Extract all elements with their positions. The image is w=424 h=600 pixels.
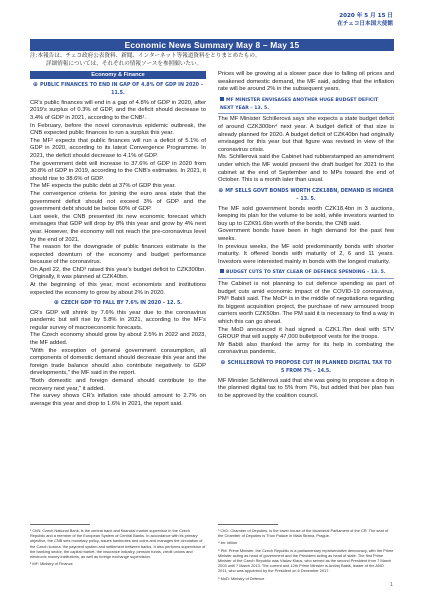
- paragraph: The MF expects the public debt at 37% of GDP this year.: [30, 183, 176, 190]
- right-column: [218, 71, 394, 511]
- paragraph: Last week, the CNB presented its new economic forecast which envisages that GDP will drop by 8% this year and grow by 4% next year. However, the economy will not reach the pre-coronavirus level by the end of 2021.: [30, 213, 206, 243]
- footnote: ⁴ bn: billion: [218, 540, 238, 546]
- footnotes-left: [30, 528, 206, 568]
- footnote: ⁵ PM: Prime Minister, the Czech Republic is a parliamentary representative democracy, with the Prime Minister acting as head of government and the President acting as head of state. The first Prime Minister of the Czech Republic was Václav Klaus, who served as the second President from 7 March 2003 until 7 March 2013. The current and 12th Prime Minister is Andrej Babiš, leader of the ANO 2011, who was appointed by the President on 6 December 2017.: [218, 547, 394, 574]
- article-heading: ⊕ SCHILLEROVÁ TO PROPOSE CUT IN PLANNED DIGITAL TAX TO 5 FROM 7% – 14.5.: [220, 359, 392, 375]
- report-date: 2020 年 5 月 15 日: [339, 13, 393, 19]
- paragraph: In previous weeks, the MF sold predominantly bonds with shorter maturity. It offered bonds with maturity of 2, 6 and 11 years. Investors were interested mainly in bonds with the longest maturity.: [218, 243, 394, 265]
- article-heading: MF MINISTER ENVISAGES ANOTHER HUGE BUDGET DEFICIT NEXT YEAR – 13. 5.: [218, 94, 394, 115]
- globe-icon: ⊕: [53, 299, 59, 307]
- paragraph: In February, before the novel coronavirus epidemic outbreak, the CNB expected public finances to run a surplus this year.: [30, 122, 206, 137]
- paragraph: The MF sold government bonds worth CZK18.4bn in 3 auctions, keeping its plan for the volume to be sold, while investors wanted to buy up to CZK91.6bn worth of the bonds, the CNB said.: [218, 205, 394, 227]
- paragraph: The Cabinet is not planning to cut defence spending as part of budget cuts amid economic impact of the COVID-19 coronavirus, PM⁵ Babiš said. The MoD⁶ is in the middle of negotiations regarding its biggest acquisition project, the purchase of new armoured troop carriers worth CZK50bn. The PM said it is necessary to find a way in which this can go ahead.: [218, 281, 394, 326]
- paragraph: The government debt will increase to 37.6% of GDP in 2020 from 30.8% of GDP in 2019, according to the CNB's estimates. In 2021, it should rise to 38.6% of GDP.: [30, 160, 206, 182]
- paragraph: Government bonds have been in high demand for the past few weeks.: [218, 228, 394, 242]
- paragraph: CR's public finances will end in a gap of 4.8% of GDP in 2020, after 2019's surplus of 0.3% of GDP, and the deficit should decrease to 3.4% of GDP in 2021, according to the CNB¹.: [30, 99, 206, 121]
- paragraph: CR's GDP will shrink by 7.6% this year due to the coronavirus pandemic but will rise by 5.8% in 2021, according to the MF's regular survey of macroeconomic forecasts.: [30, 309, 206, 331]
- paragraph: Prices will be growing at a slower pace due to falling oil prices and weakened domestic demand, the MF said, adding that the inflation rate will be around 2% in the subsequent years.: [218, 71, 394, 93]
- intro-note: [30, 53, 394, 68]
- footnote: ² MF: Ministry of Finance: [30, 561, 73, 567]
- intro-line-1: 注:本報告は、チェコ政府公表資料、新聞、インターネット等報道資料をとりまとめたもの。: [30, 53, 261, 59]
- paragraph: The convergence criteria for joining the euro area state that the government deficit should not exceed 3% of GDP and the government debt should be below 60% of GDP.: [30, 190, 206, 213]
- left-column: [30, 71, 206, 511]
- paragraph: The reason for the downgrade of public finances estimate is the expected downturn of the economy and budget performance because of the coronavirus.: [30, 244, 206, 266]
- paragraph: "With the exception of general government consumption, all components of domestic demand should decrease this year and the foreign trade balance should also contribute negatively to GDP developments," the MF said in the report.: [30, 347, 206, 377]
- article-heading: ⊕ CZECH GDP TO FALL BY 7.6% IN 2020 – 12. 5.: [53, 299, 183, 307]
- paragraph: The MF² expects that public finances will run a deficit of 5.1% of GDP in 2020, according to its latest Convergence Programme. In 2021, the deficit should decrease to 4.1% of GDP.: [30, 137, 206, 159]
- paragraph: The MF Minister Schillerová says she expects a state budget deficit of around CZK300bn⁴ next year. A budget deficit of that size is already planned for 2020. A budget deficit of CZK40bn had originally envisaged for this year but that figure was revised in view of the coronavirus crisis.: [218, 116, 394, 153]
- date-block: [337, 13, 393, 28]
- paragraph: Ms. Schillerová said the Cabinet had rubberstamped an amendment under which the MF would present the draft budget for 2021 to the cabinet at the end of September and to MPs toward the end of October. This is a month later than usual.: [218, 154, 394, 184]
- square-bullet-icon: [220, 269, 224, 273]
- paragraph: The Czech economy should grow by about 2.5% in 2022 and 2023, the MF added.: [30, 332, 206, 347]
- footnote: ³ ChD: Chamber of Deputies, is the lower house of the bicameral Parliament of the CR. The seat of the Chamber of Deputies is Thun Palace in Malá Strana, Prague.: [218, 528, 389, 539]
- footnote-rule: [30, 524, 90, 525]
- intro-line-2: 詳細情報については、それぞれの情報ソースを参照願いたい。: [46, 60, 203, 67]
- globe-icon: ⊕: [32, 81, 38, 88]
- paragraph: The survey shows CR's inflation rate should amount to 2.7% on average this year and drop to 1.6% in 2021, the report said.: [30, 393, 206, 407]
- paragraph: At the beginning of this year, most economists and institutions expected the economy to grow by about 2% in 2020.: [30, 282, 206, 296]
- paragraph: Mr Babiš also thanked the army for its help in combating the coronavirus pandemic.: [218, 341, 394, 356]
- square-bullet-icon: [220, 97, 224, 101]
- document-title: Economic News Summary May 8 – May 15: [30, 39, 394, 51]
- footnote-rule: [218, 524, 278, 525]
- paragraph: On April 22, the ChD³ raised this year's budget deficit to CZK300bn. Originally, it was planned at CZK40bn.: [30, 266, 206, 281]
- paragraph: "Both domestic and foreign demand should contribute to the recovery next year," it added.: [30, 378, 206, 392]
- article-heading: ⊕ PUBLIC FINANCES TO END IN GAP OF 4.8% OF GDP IN 2020 – 11.5.: [32, 81, 204, 97]
- page-number: 1: [389, 582, 393, 588]
- globe-icon: ⊕: [218, 186, 224, 194]
- footnote: ¹ ChN: Czech National Bank, is the central bank and financial market supervisor in the Czech Republic and a member of the European System of Central Banks. In accordance with its primary objective, the CNB sets monetary policy, issues banknotes and coins and manages the circulation of the Czech koruna, the payment system and settlement between banks. It also performs supervision of the banking sector, the capital market, the insurance industry, pension funds, credit unions and electronic money institutions, as well as foreign exchange supervision.: [30, 528, 206, 560]
- article-heading: BUDGET CUTS TO STAY CLEAR OF DEFENCE SPENDING – 13. 5.: [218, 266, 394, 279]
- section-header: Economy & Finance: [30, 71, 206, 79]
- footnotes-right: [218, 528, 394, 583]
- article-heading: ⊕ MF SELLS GOVT BONDS WORTH CZK18BN, DEMAND IS HIGHER – 13. 5.: [218, 186, 394, 203]
- embassy-name: 在チェコ日本国大使館: [337, 20, 393, 27]
- paragraph: MF Minister Schillerová said that she was going to propose a drop in the planned digital tax to 5% from 7%, but added that her plan has to be approved by the coalition council.: [218, 377, 394, 400]
- footnote: ⁶ MoD: Ministry of Defence: [218, 575, 265, 581]
- globe-icon: ⊕: [220, 359, 226, 367]
- paragraph: The MoD announced it had signed a CZK1.7bn deal with STV GROUP that will supply 47,000 bulletproof vests for the troops.: [218, 326, 394, 341]
